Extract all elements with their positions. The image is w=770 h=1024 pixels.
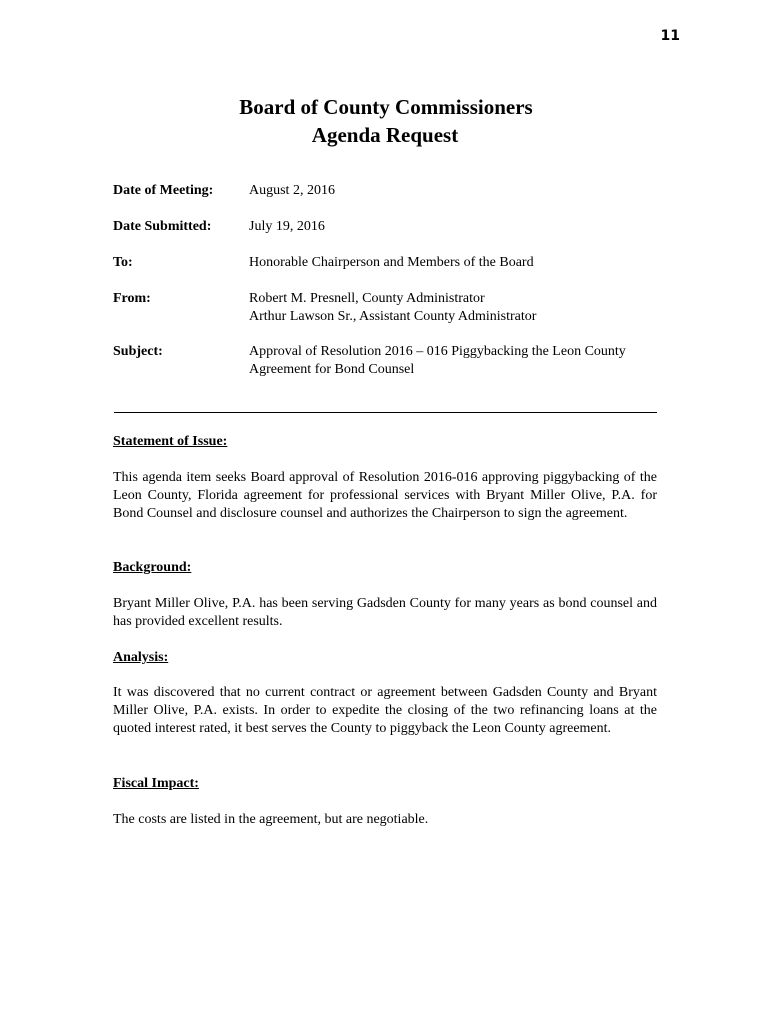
subject-label: Subject: [113, 344, 163, 359]
horizontal-divider [114, 412, 657, 413]
from-value-line-2: Arthur Lawson Sr., Assistant County Administrator [249, 309, 537, 324]
subject-value-line-2: Agreement for Bond Counsel [249, 362, 415, 377]
subject-value [249, 343, 626, 379]
page-number: 11 [660, 28, 680, 44]
from-value [249, 290, 536, 326]
analysis-heading: Analysis: [113, 650, 169, 665]
date-of-meeting-value: August 2, 2016 [249, 183, 335, 198]
statement-of-issue-body: This agenda item seeks Board approval of Resolution 2016-016 approving piggybacking of the Leon County, Florida agreement for professional services with Bryant Miller Olive, P.A. for Bond Counsel and disclosure counsel and authorizes the Chairperson to sign the agreement. [113, 470, 657, 521]
title-line-board: Board of County Commissioners [239, 95, 533, 119]
document-title [0, 93, 770, 149]
subject-value-line-1: Approval of Resolution 2016 – 016 Piggybacking the Leon County [249, 344, 626, 359]
date-of-meeting-label: Date of Meeting: [113, 183, 214, 198]
date-submitted-label: Date Submitted: [113, 219, 212, 234]
title-line-agenda-request: Agenda Request [311, 123, 459, 147]
fiscal-impact-heading: Fiscal Impact: [113, 776, 199, 791]
from-value-line-1: Robert M. Presnell, County Administrator [249, 291, 485, 306]
analysis-body: It was discovered that no current contract or agreement between Gadsden County and Bryant Miller Olive, P.A. exists. In order to expedite the closing of the two refinancing loans at the quoted interest rated, it best serves the County to piggyback the Leon County agreement. [113, 685, 657, 736]
background-heading: Background: [113, 560, 192, 575]
date-submitted-value: July 19, 2016 [249, 219, 325, 234]
statement-of-issue-heading: Statement of Issue: [113, 434, 228, 449]
to-value: Honorable Chairperson and Members of the Board [249, 255, 534, 270]
from-label: From: [113, 291, 151, 306]
fiscal-impact-body: The costs are listed in the agreement, but are negotiable. [113, 812, 429, 827]
to-label: To: [113, 255, 133, 270]
background-body: Bryant Miller Olive, P.A. has been serving Gadsden County for many years as bond counsel and has provided excellent results. [113, 596, 657, 629]
